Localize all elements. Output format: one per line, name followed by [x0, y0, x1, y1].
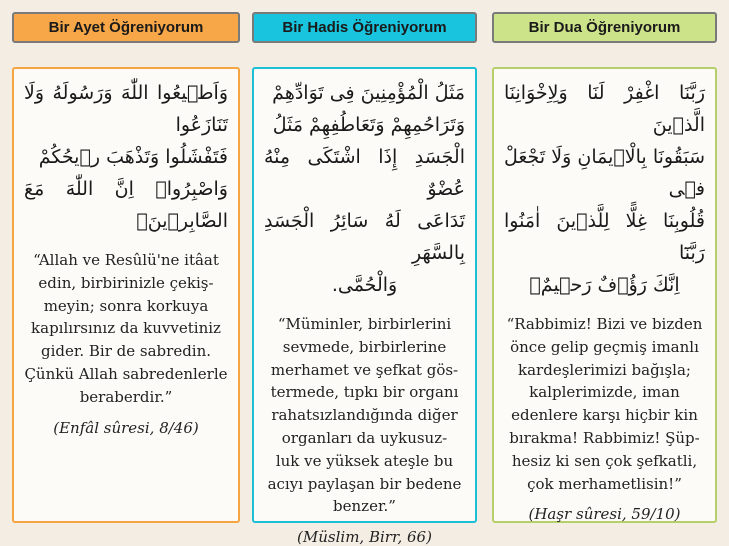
translation-line: luk ve yüksek ateşle bu: [275, 451, 454, 470]
arabic-line: سَبَقُونَا بِالْاٖيمَانِ وَلَا تَجْعَلْ فٖى: [504, 146, 705, 200]
arabic-line: الْجَسَدِ إِذَا اشْتَكَى مِنْهُ عُضْوٌ: [264, 146, 465, 200]
dua-translation: [504, 313, 705, 495]
translation-line: acıyı paylaşan bir bedene: [267, 474, 462, 493]
dua-arabic-text: [504, 77, 705, 301]
arabic-line: اِنَّكَ رَؤُ۫فٌ رَحٖيمٌ۟: [529, 274, 680, 296]
arabic-line: وَاَطٖيعُوا اللّٰهَ وَرَسُولَهُ وَلَا تَنَازَعُوا: [24, 82, 228, 136]
translation-line: benzer.”: [333, 497, 396, 516]
arabic-line: وَاصْبِرُواۜ اِنَّ اللّٰهَ مَعَ الصَّابِرٖينَۚ: [24, 178, 228, 232]
translation-line: edenlere karşı hiçbir kin: [511, 406, 698, 425]
arabic-line: وَالْحُمَّى.: [331, 274, 398, 296]
dua-header: [492, 12, 717, 43]
arabic-line: مَثَلُ الْمُؤْمِنِينَ فِى تَوَادِّهِمْ: [272, 82, 465, 104]
translation-line: beraberdir.”: [79, 387, 173, 406]
ayet-header: [12, 12, 240, 43]
hadis-translation: [264, 313, 465, 518]
translation-line: merhamet ve şefkat gös-: [270, 360, 459, 379]
ayet-translation: [24, 249, 228, 409]
translation-line: hesiz ki sen çok şefkatli,: [511, 451, 698, 470]
dua-title: Bir Dua Öğreniyorum: [528, 19, 681, 36]
dua-source: (Haşr sûresi, 59/10): [528, 505, 681, 524]
ayet-card: [12, 67, 240, 523]
translation-line: edin, birbirinizle çekiş-: [38, 273, 214, 292]
ayet-source: (Enfâl sûresi, 8/46): [53, 418, 199, 437]
translation-line: çok merhametlisin!”: [527, 474, 682, 493]
translation-line: termede, tıpkı bir organı: [270, 383, 459, 402]
translation-line: kalplerimizde, iman: [529, 383, 680, 402]
arabic-line: قُلُوبِنَا غِلًّا لِلَّذٖينَ اٰمَنُوا رَبَّنَٓا: [504, 210, 705, 264]
translation-line: önce gelip geçmiş imanlı: [510, 337, 699, 356]
translation-line: organları da uykusuz-: [281, 428, 448, 447]
hadis-title: Bir Hadis Öğreniyorum: [282, 19, 447, 36]
translation-line: “Müminler, birbirlerini: [277, 315, 452, 333]
translation-line: Çünkü Allah sabredenlerle: [24, 364, 228, 383]
arabic-line: رَبَّنَا اغْفِرْ لَنَا وَلِاِخْوَانِنَا الَّذٖينَ: [504, 82, 705, 136]
ayet-arabic-text: [24, 77, 228, 237]
hadis-card: [252, 67, 477, 546]
translation-line: rahatsızlandığında diğer: [271, 406, 458, 425]
hadis-source: (Müslim, Birr, 66): [297, 528, 432, 546]
arabic-line: تَدَاعَى لَهُ سَائِرُ الْجَسَدِ بِالسَّهَرِ: [264, 210, 465, 264]
ayet-title: Bir Ayet Öğreniyorum: [48, 19, 204, 36]
translation-line: kapılırsınız da kuvvetiniz: [31, 319, 221, 338]
translation-line: “Allah ve Resûlü'ne itâat: [33, 251, 219, 269]
translation-line: meyin; sonra korkuya: [43, 296, 209, 315]
translation-line: gider. Bir de sabredin.: [40, 342, 212, 361]
arabic-line: وَتَرَاحُمِهِمْ وَتَعَاطُفِهِمْ مَثَلُ: [272, 114, 465, 136]
translation-line: sevmede, birbirlerine: [282, 337, 447, 356]
translation-line: “Rabbimiz! Bizi ve bizden: [506, 315, 703, 333]
translation-line: kardeşlerimizi bağışla;: [518, 360, 691, 379]
translation-line: bırakma! Rabbimiz! Şüp-: [509, 428, 700, 447]
arabic-line: فَتَفْشَلُوا وَتَذْهَبَ رٖيحُكُمْ: [38, 146, 228, 168]
hadis-header: [252, 12, 477, 43]
dua-card: [492, 67, 717, 523]
hadis-arabic-text: [264, 77, 465, 301]
